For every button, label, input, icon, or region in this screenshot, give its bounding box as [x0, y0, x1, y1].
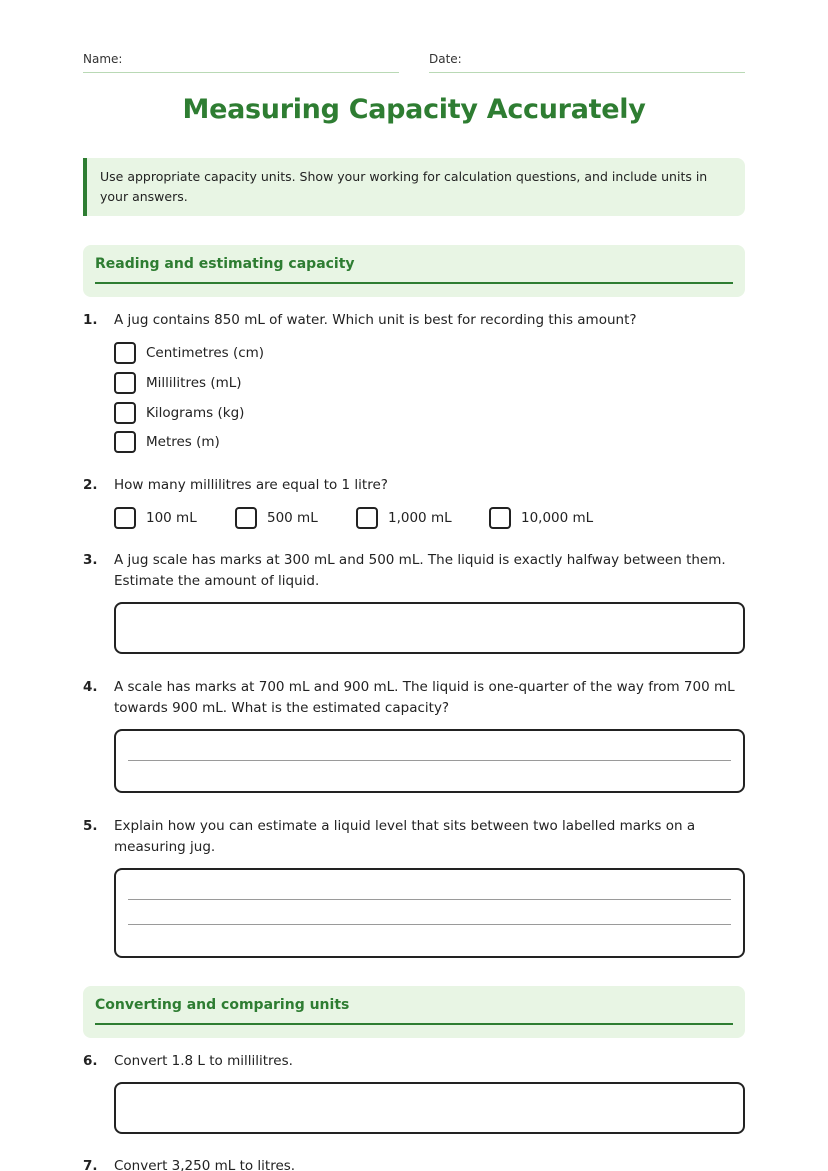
answer-box[interactable]: [114, 1082, 745, 1134]
option-checkbox[interactable]: [114, 507, 224, 531]
option-label: Centimetres (cm): [146, 345, 265, 361]
question-number: 7.: [83, 1158, 98, 1171]
page-title: Measuring Capacity Accurately: [182, 94, 646, 125]
section-title: Converting and comparing units: [95, 997, 350, 1013]
question-text: Explain how you can estimate a liquid level that sits between two labelled marks on a measuring jug.: [114, 818, 696, 855]
question-text: Convert 1.8 L to millilitres.: [114, 1053, 293, 1069]
option-checkbox[interactable]: [114, 372, 414, 396]
answer-box[interactable]: [114, 729, 745, 793]
name-label: Name:: [83, 52, 123, 66]
section-header-converting: [83, 986, 745, 1038]
option-checkbox[interactable]: [235, 507, 345, 531]
answer-line: [128, 924, 731, 925]
option-checkbox[interactable]: [356, 507, 476, 531]
question-text: A jug contains 850 mL of water. Which unit is best for recording this amount?: [114, 312, 637, 328]
option-checkbox[interactable]: [114, 342, 414, 366]
section-header-reading: [83, 245, 745, 297]
question-number: 6.: [83, 1053, 98, 1069]
question-number: 4.: [83, 679, 98, 695]
option-checkbox[interactable]: [114, 402, 414, 426]
checkbox[interactable]: [114, 507, 136, 529]
date-field[interactable]: [429, 52, 745, 73]
name-field[interactable]: [83, 52, 399, 73]
option-label: 1,000 mL: [388, 510, 452, 526]
question-number: 3.: [83, 552, 98, 568]
question-text: Convert 3,250 mL to litres.: [114, 1158, 296, 1171]
date-label: Date:: [429, 52, 462, 66]
question-number: 1.: [83, 312, 98, 328]
instructions-text: Use appropriate capacity units. Show your working for calculation questions, and include units in your answers.: [100, 169, 708, 204]
option-checkbox[interactable]: [114, 431, 414, 455]
option-checkbox[interactable]: [489, 507, 619, 531]
answer-line: [128, 899, 731, 900]
answer-box[interactable]: [114, 602, 745, 654]
option-label: 100 mL: [146, 510, 197, 526]
checkbox[interactable]: [489, 507, 511, 529]
answer-box[interactable]: [114, 868, 745, 958]
instructions-box: [83, 158, 745, 216]
section-divider: [95, 1023, 733, 1025]
option-label: Kilograms (kg): [146, 405, 245, 421]
section-divider: [95, 282, 733, 284]
checkbox[interactable]: [356, 507, 378, 529]
option-label: 10,000 mL: [521, 510, 594, 526]
checkbox[interactable]: [235, 507, 257, 529]
checkbox[interactable]: [114, 402, 136, 424]
answer-line: [128, 760, 731, 761]
option-label: 500 mL: [267, 510, 318, 526]
checkbox[interactable]: [114, 431, 136, 453]
question-text: A jug scale has marks at 300 mL and 500 mL. The liquid is exactly halfway between them. Estimate the amount of liquid.: [114, 552, 726, 589]
question-number: 2.: [83, 477, 98, 493]
question-text: How many millilitres are equal to 1 litre?: [114, 477, 388, 493]
checkbox[interactable]: [114, 372, 136, 394]
option-label: Metres (m): [146, 434, 220, 450]
student-info: [83, 52, 745, 74]
option-label: Millilitres (mL): [146, 375, 242, 391]
question-text: A scale has marks at 700 mL and 900 mL. The liquid is one-quarter of the way from 700 mL towards 900 mL. What is the estimated capacity?: [114, 679, 735, 716]
question-number: 5.: [83, 818, 98, 834]
checkbox[interactable]: [114, 342, 136, 364]
section-title: Reading and estimating capacity: [95, 256, 355, 272]
